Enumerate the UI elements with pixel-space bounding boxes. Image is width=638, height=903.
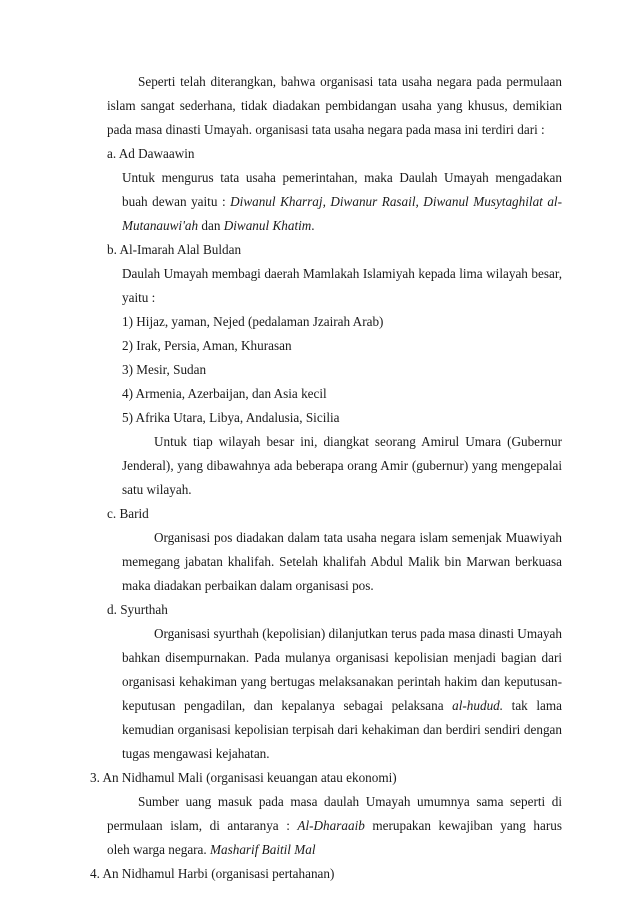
section-d-line-1: Organisasi syurthah (kepolisian) dilanjutkan terus pada masa dinasti Umayah	[154, 626, 562, 641]
section-b-line-1: Daulah Umayah membagi daerah Mamlakah Islamiyah kepada lima wilayah besar,	[122, 266, 562, 281]
section-a-dewan-names: Diwanul Kharraj, Diwanur Rasail, Diwanul Musytaghilat al-	[230, 194, 562, 209]
section-3-line-3-text: oleh warga negara.	[107, 842, 211, 857]
section-a-heading: a. Ad Dawaawin	[107, 146, 195, 161]
section-c-line-1: Organisasi pos diadakan dalam tata usaha negara islam semenjak Muawiyah	[154, 530, 562, 545]
section-d-heading: d. Syurthah	[107, 602, 168, 617]
section-c-line-2: memegang jabatan khalifah. Setelah khalifah Abdul Malik bin Marwan berkuasa	[122, 554, 562, 569]
section-a-conj: dan	[198, 218, 224, 233]
region-list-item-3: 3) Mesir, Sudan	[122, 362, 207, 377]
section-3-term-2: Masharif Baitil Mal	[210, 842, 316, 857]
region-list-item-5: 5) Afrika Utara, Libya, Andalusia, Sicilia	[122, 410, 340, 425]
intro-line-1: Seperti telah diterangkan, bahwa organisasi tata usaha negara pada permulaan	[138, 74, 562, 89]
section-c-line-3: maka diadakan perbaikan dalam organisasi pos.	[122, 578, 374, 593]
section-3-term: Al-Dharaaib	[297, 818, 365, 833]
section-c-heading: c. Barid	[107, 506, 149, 521]
region-list-item-1: 1) Hijaz, yaman, Nejed (pedalaman Jzairah Arab)	[122, 314, 384, 329]
section-d-line-3: organisasi kehakiman yang bertugas melaksanakan perintah hakim dan keputusan-	[122, 674, 562, 689]
section-3-heading: 3. An Nidhamul Mali (organisasi keuangan atau ekonomi)	[90, 770, 397, 785]
section-b-para-line-2: Jenderal), yang dibawahnya ada beberapa orang Amir (gubernur) yang mengepalai	[122, 458, 562, 473]
section-d-line-4-end: tak lama	[503, 698, 562, 713]
section-3-line-2-text: permulaan islam, di antaranya :	[107, 818, 298, 833]
section-d-line-4	[122, 698, 562, 714]
section-4-heading: 4. An Nidhamul Harbi (organisasi pertahanan)	[90, 866, 335, 881]
section-a-line-1: Untuk mengurus tata usaha pemerintahan, maka Daulah Umayah mengadakan	[122, 170, 562, 185]
section-a-period: .	[311, 218, 315, 233]
section-a-line-2-text: buah dewan yaitu :	[122, 194, 231, 209]
section-b-heading: b. Al-Imarah Alal Buldan	[107, 242, 242, 257]
intro-line-2: islam sangat sederhana, tidak diadakan pembidangan usaha yang khusus, demikian	[107, 98, 562, 113]
region-list-item-2: 2) Irak, Persia, Aman, Khurasan	[122, 338, 292, 353]
section-a-line-2	[122, 194, 562, 210]
section-d-line-6: tugas mengawasi kejahatan.	[122, 746, 270, 761]
section-a-dewan-name-2: Diwanul Khatim	[223, 218, 312, 233]
intro-line-3: pada masa dinasti Umayah. organisasi tata usaha negara pada masa ini terdiri dari :	[107, 122, 545, 137]
section-d-line-5: kemudian organisasi kepolisian terpisah dari kehakiman dan berdiri sendiri dengan	[122, 722, 562, 737]
section-b-para-line-3: satu wilayah.	[122, 482, 192, 497]
section-b-para-line-1: Untuk tiap wilayah besar ini, diangkat seorang Amirul Umara (Gubernur	[154, 434, 562, 449]
section-d-term: al-hudud.	[452, 698, 504, 713]
section-a-line-3	[122, 218, 315, 234]
section-3-line-1: Sumber uang masuk pada masa daulah Umayah umumnya sama seperti di	[138, 794, 562, 809]
section-d-line-4-text: keputusan pengadilan, dan kepalanya sebagai pelaksana	[122, 698, 453, 713]
section-b-line-2: yaitu :	[122, 290, 156, 305]
region-list-item-4: 4) Armenia, Azerbaijan, dan Asia kecil	[122, 386, 327, 401]
section-3-line-2-end: merupakan kewajiban yang harus	[372, 818, 562, 833]
section-a-dewan-name-1: Mutanauwi'ah	[122, 218, 199, 233]
section-3-line-3	[107, 842, 316, 858]
section-3-line-2	[107, 818, 562, 834]
section-d-line-2: bahkan disempurnakan. Pada mulanya organisasi kepolisian menjadi bagian dari	[122, 650, 562, 665]
